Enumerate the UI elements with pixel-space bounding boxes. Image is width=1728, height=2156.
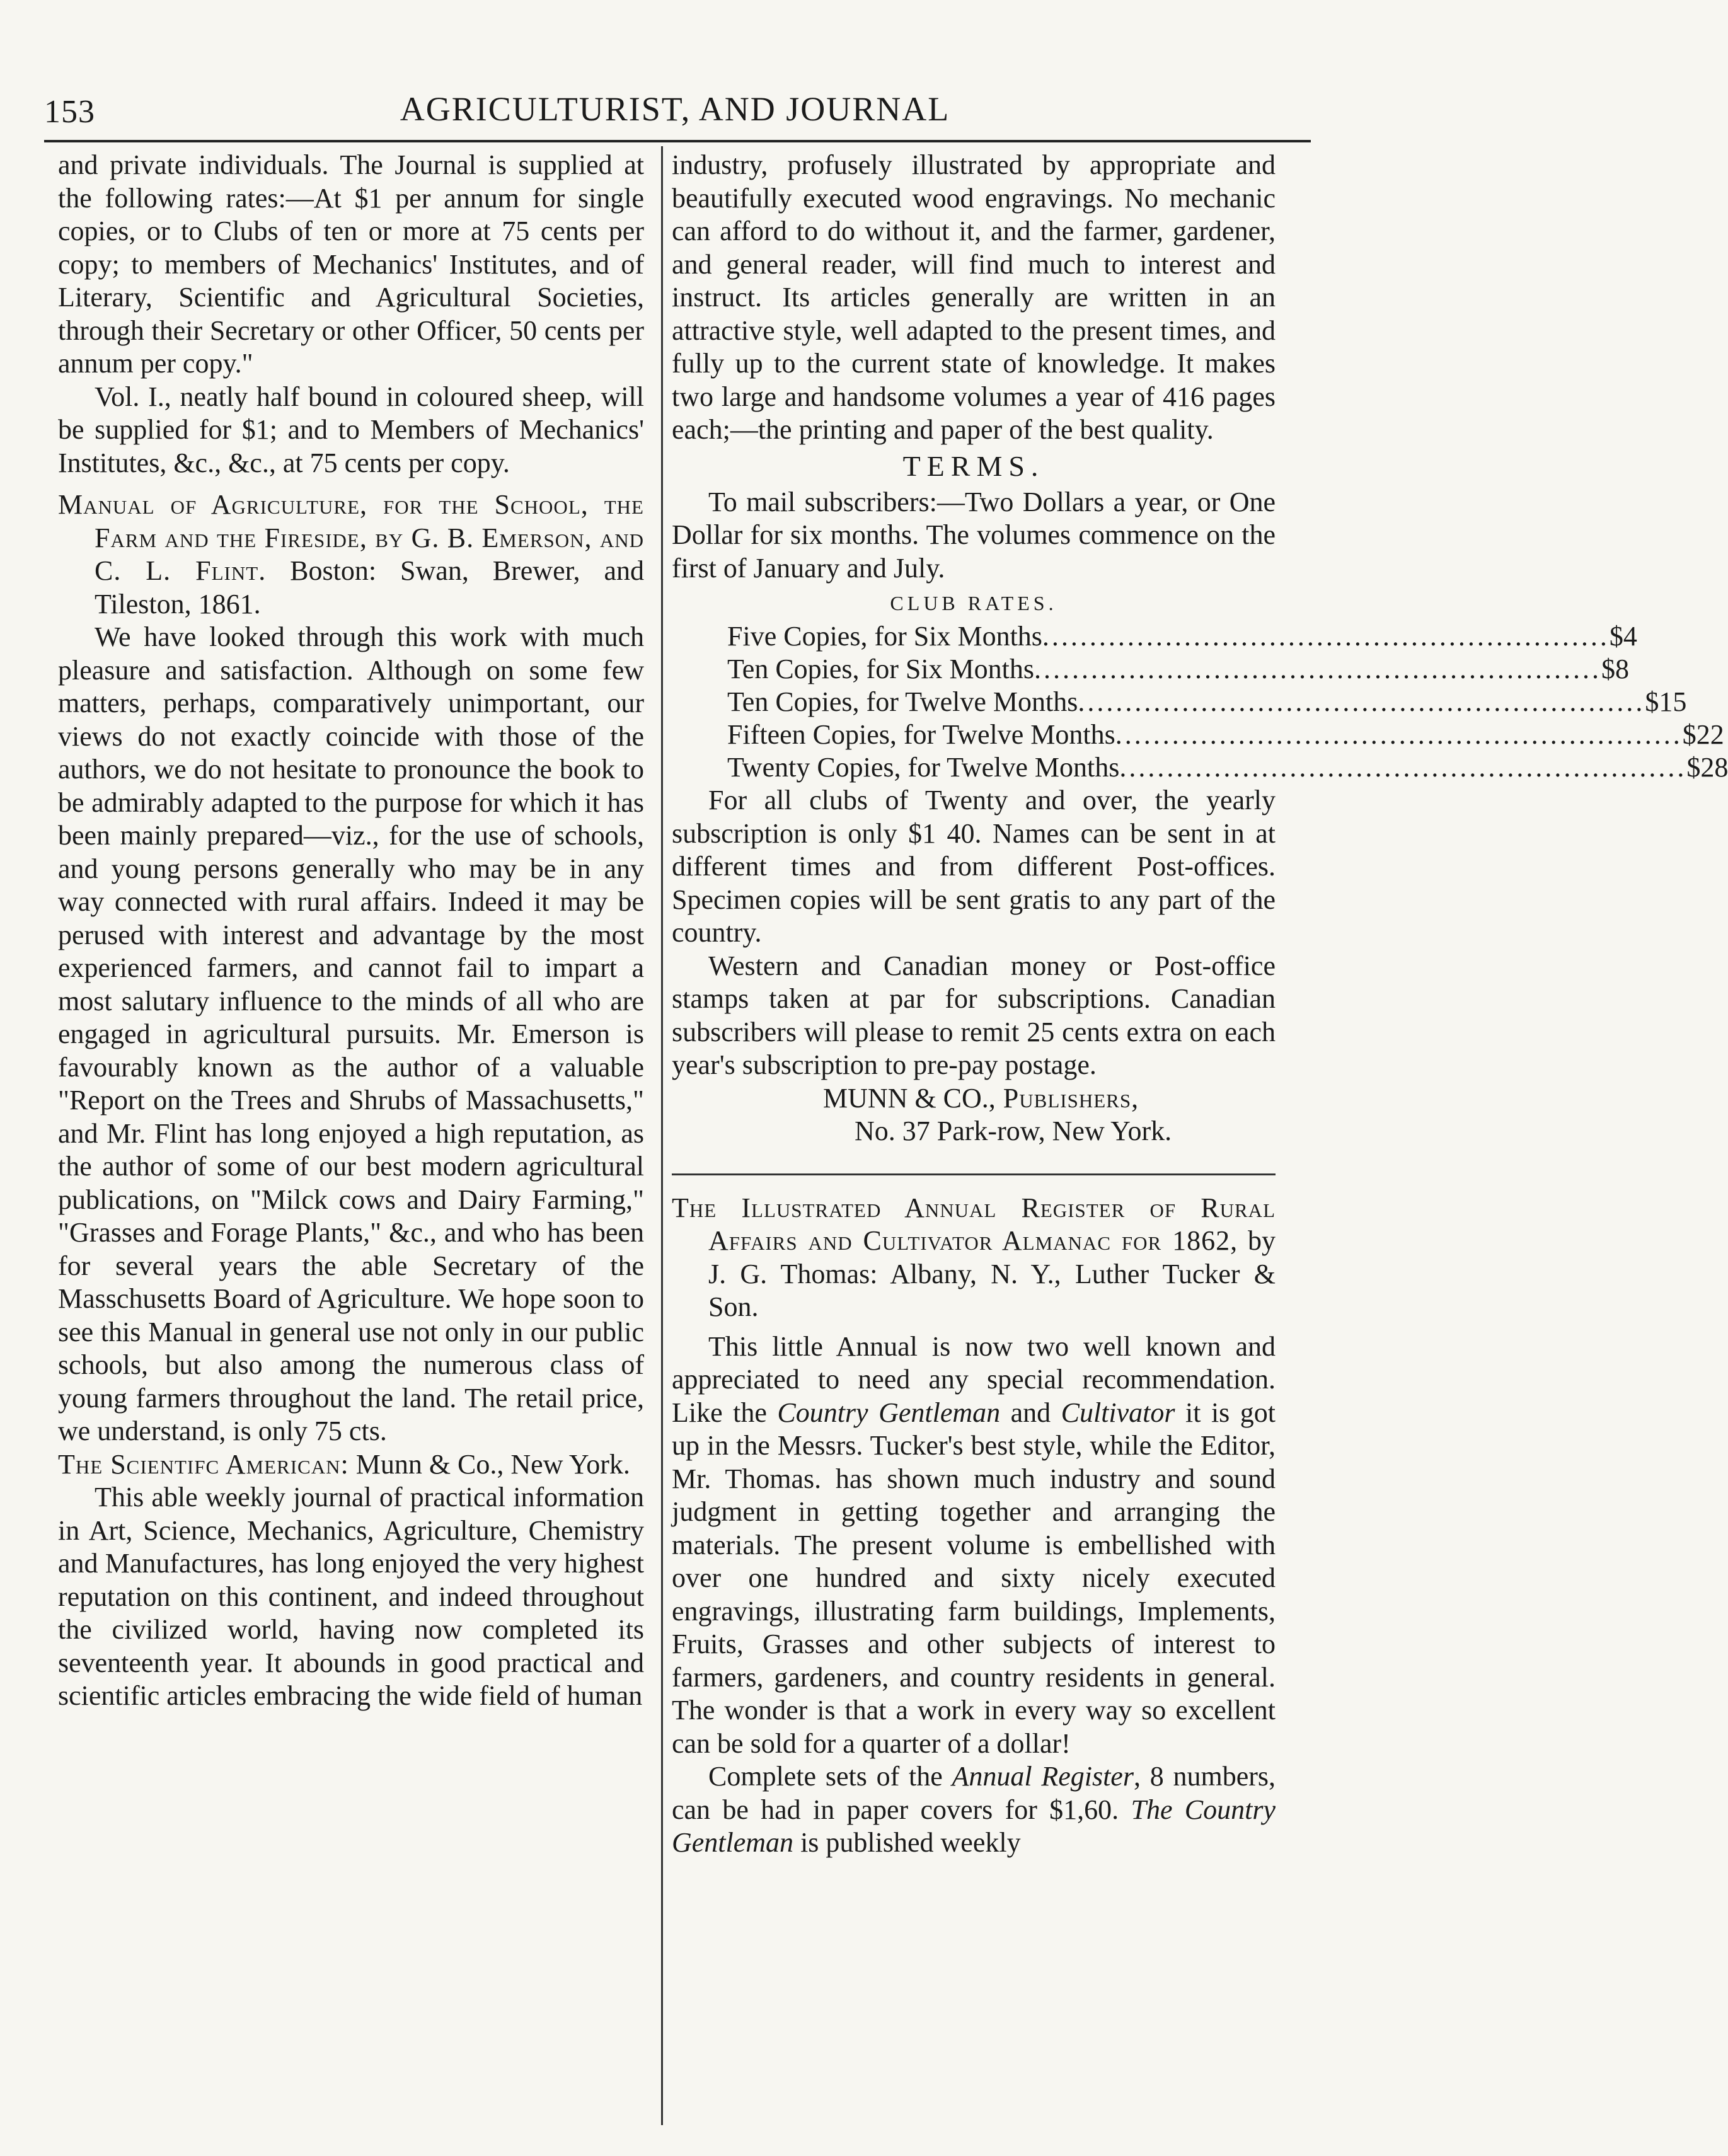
section-rule	[672, 1173, 1276, 1175]
club-rate-price: $15	[1645, 686, 1687, 717]
column-divider	[661, 146, 663, 2125]
text-run: , 8 numbers, can be had in paper covers for $1,60.	[672, 1761, 1276, 1825]
italic-title: Annual Register	[952, 1761, 1134, 1792]
club-rate-label: Ten Copies, for Twelve Months	[727, 686, 1078, 717]
italic-title: Cultivator	[1061, 1397, 1175, 1428]
notice-title: The Scientifc American:	[58, 1448, 349, 1480]
club-rate-row	[727, 620, 1637, 653]
paragraph	[672, 1760, 1276, 1860]
page-number: 153	[44, 94, 95, 130]
running-title: AGRICULTURIST, AND JOURNAL	[400, 90, 950, 128]
paragraph: Vol. I., neatly half bound in coloured sheep, will be supplied for $1; and to Members of Mechanics' Institutes, &c., &c., at 75 cents per copy.	[58, 381, 644, 478]
club-rate-label: Twenty Copies, for Twelve Months	[727, 752, 1120, 783]
publisher-line	[672, 1082, 1276, 1115]
leader-dots: ............................................................	[1042, 621, 1610, 652]
club-rate-row	[727, 718, 1724, 751]
club-rate-label: Five Copies, for Six Months	[727, 621, 1042, 652]
club-rate-row	[727, 751, 1728, 784]
notice-title: The Illustrated Annual Register of Rural Affairs and Cultivator Almanac for 1862,	[672, 1192, 1276, 1256]
leader-dots: ............................................................	[1034, 654, 1602, 684]
notice-publisher: by J. G. Thomas: Albany, N. Y., Luther Tucker & Son.	[708, 1225, 1276, 1322]
club-rate-price: $8	[1601, 654, 1630, 684]
paragraph: We have looked through this work with much pleasure and satisfaction. Although on some few matters, perhaps, comparatively unimportant, our views do not exactly coincide with those of the authors, we do not hesitate to pronounce the book to be admirably adapted to the purpose for which it has been mainly prepared—viz., for the use of schools, and young persons generally who may be in any way connected with rural affairs. Indeed it may be perused with interest and advantage by the most experienced farmers, and cannot fail to impart a most salutary influence to the minds of all who are engaged in agricultural pursuits. Mr. Emerson is favourably known as the author of a valuable "Report on the Trees and Shrubs of Massachusetts," and Mr. Flint has long enjoyed a high reputation, as the author of some of our best modern agricultural publications, on "Milck cows and Dairy Farming," "Grasses and Forage Plants," &c., and who has been for several years the able Secretary of the Masschusetts Board of Agriculture. We hope soon to see this Manual in general use not only in our public schools, but also among the numerous class of young farmers throughout the land. The retail price, we understand, is only 75 cts.	[58, 621, 644, 1446]
leader-dots: ............................................................	[1078, 686, 1645, 717]
club-rate-row	[727, 686, 1687, 718]
terms-heading: TERMS.	[902, 449, 1045, 482]
italic-title: The Country Gentleman	[672, 1794, 1276, 1858]
publisher-address: No. 37 Park-row, New York.	[855, 1115, 1172, 1146]
italic-title: Country Gentleman	[777, 1397, 1001, 1428]
text-run: is published weekly	[793, 1827, 1021, 1858]
publisher-name: MUNN & CO.,	[823, 1082, 996, 1114]
notice-publisher: Boston: Swan, Brewer, and Tileston, 1861.	[95, 555, 644, 620]
paragraph: and private individuals. The Journal is supplied at the following rates:—At $1 per annum for single copies, or to Clubs of ten or more at 75 cents per copy; to members of Mechanics' Institutes, and of Literary, Scientific and Agricultural Societies, through their Secretary or other Officer, 50 cents per annum per copy."	[58, 149, 644, 379]
left-column	[58, 149, 644, 1713]
paragraph: Western and Canadian money or Post-office stamps taken at par for subscriptions. Canadian subscribers will please to remit 25 cents extra on each year's subscription to pre-pay postage.	[672, 950, 1276, 1080]
paragraph: This able weekly journal of practical information in Art, Science, Mechanics, Agriculture, Chemistry and Manufactures, has long enjoyed the very highest reputation on this continent, and indeed throughout the civilized world, having now completed its seventeenth year. It abounds in good practical and scientific articles embracing the wide field of human	[58, 1482, 644, 1711]
right-column	[672, 149, 1728, 1860]
paragraph	[672, 1330, 1276, 1761]
text-run: and	[1000, 1397, 1061, 1428]
notice-publisher: Munn & Co., New York.	[348, 1448, 630, 1480]
publisher-role: Publishers,	[995, 1082, 1139, 1114]
club-rate-label: Ten Copies, for Six Months	[727, 654, 1035, 684]
book-notice-manual	[58, 488, 644, 621]
club-rate-price: $22	[1682, 719, 1724, 750]
text-run: Complete sets of the	[708, 1761, 952, 1792]
notice-title: Manual of Agriculture, for the School, the Farm and the Fireside, by G. B. Emerson, and C. L. Flint.	[58, 489, 644, 586]
paragraph: industry, profusely illustrated by appropriate and beautifully executed wood engravings. No mechanic can afford to do without it, and the farmer, gardener, and general reader, will find much to interest and instruct. Its articles generally are written in an attractive style, well adapted to the present times, and fully up to the current state of knowledge. It makes two large and handsome volumes a year of 416 pages each;—the printing and paper of the best quality.	[672, 149, 1276, 445]
club-rates-heading: CLUB RATES.	[890, 592, 1057, 614]
club-rate-row	[727, 653, 1630, 686]
book-notice-annual-register	[672, 1192, 1276, 1324]
header-rule	[44, 140, 1311, 142]
leader-dots: ............................................................	[1119, 752, 1687, 783]
paragraph: For all clubs of Twenty and over, the yearly subscription is only $1 40. Names can be sent in at different times and from different Post-offices. Specimen copies will be sent gratis to any part of the country.	[672, 785, 1276, 948]
club-rate-price: $28	[1686, 752, 1728, 783]
paragraph: To mail subscribers:—Two Dollars a year, or One Dollar for six months. The volumes commence on the first of January and July.	[672, 486, 1276, 584]
text-run: This little Annual is now two well known and appreciated to need any special recommendation. Like the	[672, 1330, 1276, 1428]
club-rate-price: $4	[1609, 621, 1637, 652]
text-run: it is got up in the Messrs. Tucker's best style, while the Editor, Mr. Thomas. has shown much industry and sound judgment in getting together and arranging the materials. The present volume is embellished with over one hundred and sixty nicely executed engravings, illustrating farm buildings, Implements, Fruits, Grasses and other subjects of interest to farmers, gardeners, and country residents in general. The wonder is that a work in every way so excellent can be sold for a quarter of a dollar!	[672, 1397, 1276, 1759]
book-notice-scientific-american	[58, 1448, 644, 1482]
club-rate-label: Fifteen Copies, for Twelve Months	[727, 719, 1115, 750]
leader-dots: ............................................................	[1115, 719, 1683, 750]
club-rates-table	[727, 620, 1728, 784]
